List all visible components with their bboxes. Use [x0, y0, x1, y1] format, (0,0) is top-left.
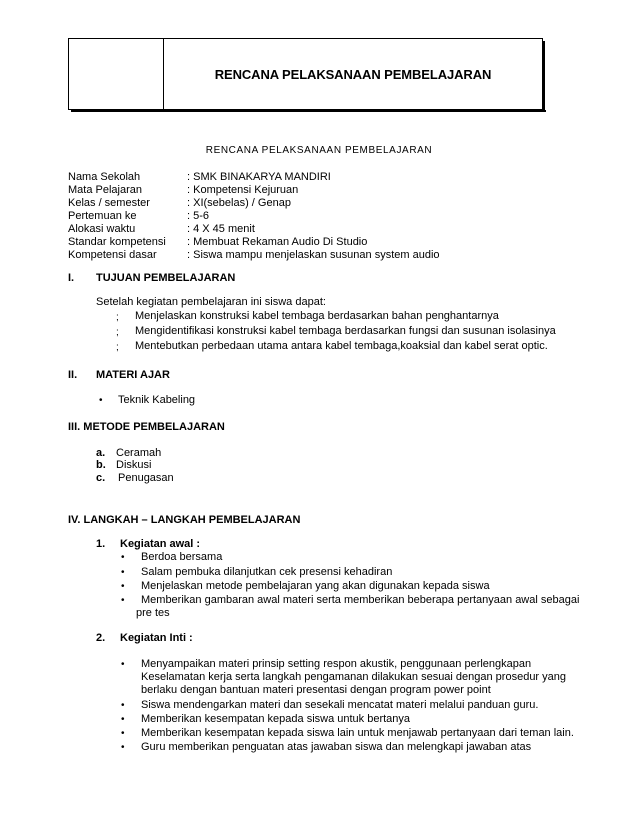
- identity-label: Alokasi waktu: [68, 223, 136, 235]
- section3-title: III. METODE PEMBELAJARAN: [68, 421, 225, 433]
- section2-title: MATERI AJAR: [96, 369, 170, 381]
- list-item: Mentebutkan perbedaan utama antara kabel tembaga,koaksial dan kabel serat optic.: [135, 340, 548, 352]
- section2-number: II.: [68, 369, 78, 381]
- list-item: Memberikan kesempatan kepada siswa untuk bertanya: [141, 713, 411, 725]
- list-bullet: ;: [116, 312, 119, 323]
- list-bullet: •: [121, 595, 125, 606]
- list-marker: c.: [96, 472, 106, 484]
- list-item: Siswa mendengarkan materi dan sesekali mencatat materi melalui panduan guru.: [141, 699, 539, 711]
- identity-value: : 4 X 45 menit: [187, 223, 255, 235]
- list-item-line: Menyampaikan materi prinsip setting respon akustik, penggunaan perlengkapan: [141, 658, 532, 670]
- header-left-cell: [69, 39, 164, 109]
- list-item: Ceramah: [116, 447, 162, 459]
- identity-value: : 5-6: [187, 210, 210, 222]
- header-box: [68, 38, 543, 110]
- list-bullet: •: [121, 714, 125, 725]
- list-bullet: ;: [116, 342, 119, 353]
- identity-value: : XI(sebelas) / Genap: [187, 197, 291, 209]
- identity-label: Kelas / semester: [68, 197, 150, 209]
- identity-label: Kompetensi dasar: [68, 249, 157, 261]
- document-subtitle: RENCANA PELAKSANAAN PEMBELAJARAN: [205, 145, 433, 156]
- section4-title: IV. LANGKAH – LANGKAH PEMBELAJARAN: [68, 514, 301, 526]
- list-item: Penugasan: [118, 472, 174, 484]
- list-bullet: •: [121, 742, 125, 753]
- list-bullet: •: [121, 659, 125, 670]
- list-marker: b.: [96, 459, 106, 471]
- step1-number: 1.: [96, 538, 106, 550]
- list-bullet: •: [121, 552, 125, 563]
- header-shadow-right: [543, 41, 545, 111]
- list-item: Berdoa bersama: [141, 551, 223, 563]
- list-item-continuation: pre tes: [136, 607, 170, 619]
- list-item: Menjelaskan metode pembelajaran yang akan digunakan kepada siswa: [141, 580, 490, 592]
- list-bullet: •: [121, 567, 125, 578]
- header-shadow-bottom: [71, 110, 546, 112]
- section1-intro: Setelah kegiatan pembelajaran ini siswa dapat:: [96, 296, 326, 308]
- step2-title: Kegiatan Inti :: [120, 632, 193, 644]
- list-item: Salam pembuka dilanjutkan cek presensi kehadiran: [141, 566, 393, 578]
- list-item: Diskusi: [116, 459, 152, 471]
- section1-title: TUJUAN PEMBELAJARAN: [96, 272, 236, 284]
- list-bullet: ;: [116, 327, 119, 338]
- identity-value: : SMK BINAKARYA MANDIRI: [187, 171, 331, 183]
- identity-label: Pertemuan ke: [68, 210, 137, 222]
- list-bullet: •: [99, 395, 103, 406]
- list-item-line: berlaku dengan bantuan materi presentasi dengan program power point: [141, 684, 491, 696]
- list-item: Teknik Kabeling: [118, 394, 196, 406]
- section1-number: I.: [68, 272, 75, 284]
- list-bullet: •: [121, 700, 125, 711]
- list-marker: a.: [96, 447, 106, 459]
- identity-label: Mata Pelajaran: [68, 184, 142, 196]
- list-item: Guru memberikan penguatan atas jawaban siswa dan melengkapi jawaban atas: [141, 741, 532, 753]
- identity-label: Nama Sekolah: [68, 171, 141, 183]
- identity-value: : Membuat Rekaman Audio Di Studio: [187, 236, 368, 248]
- header-title: RENCANA PELAKSANAAN PEMBELAJARAN: [214, 67, 492, 82]
- list-item: Memberikan kesempatan kepada siswa lain untuk menjawab pertanyaan dari teman lain.: [141, 727, 574, 739]
- identity-value: : Siswa mampu menjelaskan susunan system audio: [187, 249, 440, 261]
- step1-title: Kegiatan awal :: [120, 538, 201, 550]
- list-bullet: •: [121, 728, 125, 739]
- list-item: Mengidentifikasi konstruksi kabel tembaga berdasarkan fungsi dan susunan isolasinya: [135, 325, 556, 337]
- list-item: Menjelaskan konstruksi kabel tembaga berdasarkan bahan penghantarnya: [135, 310, 499, 322]
- list-item-line: Keselamatan kerja serta langkah pengamanan dilakukan sesuai dengan prosedur yang: [141, 671, 567, 683]
- identity-label: Standar kompetensi: [68, 236, 166, 248]
- list-item: Memberikan gambaran awal materi serta memberikan beberapa pertanyaan awal sebagai: [141, 594, 580, 606]
- step2-number: 2.: [96, 632, 106, 644]
- list-bullet: •: [121, 581, 125, 592]
- identity-value: : Kompetensi Kejuruan: [187, 184, 299, 196]
